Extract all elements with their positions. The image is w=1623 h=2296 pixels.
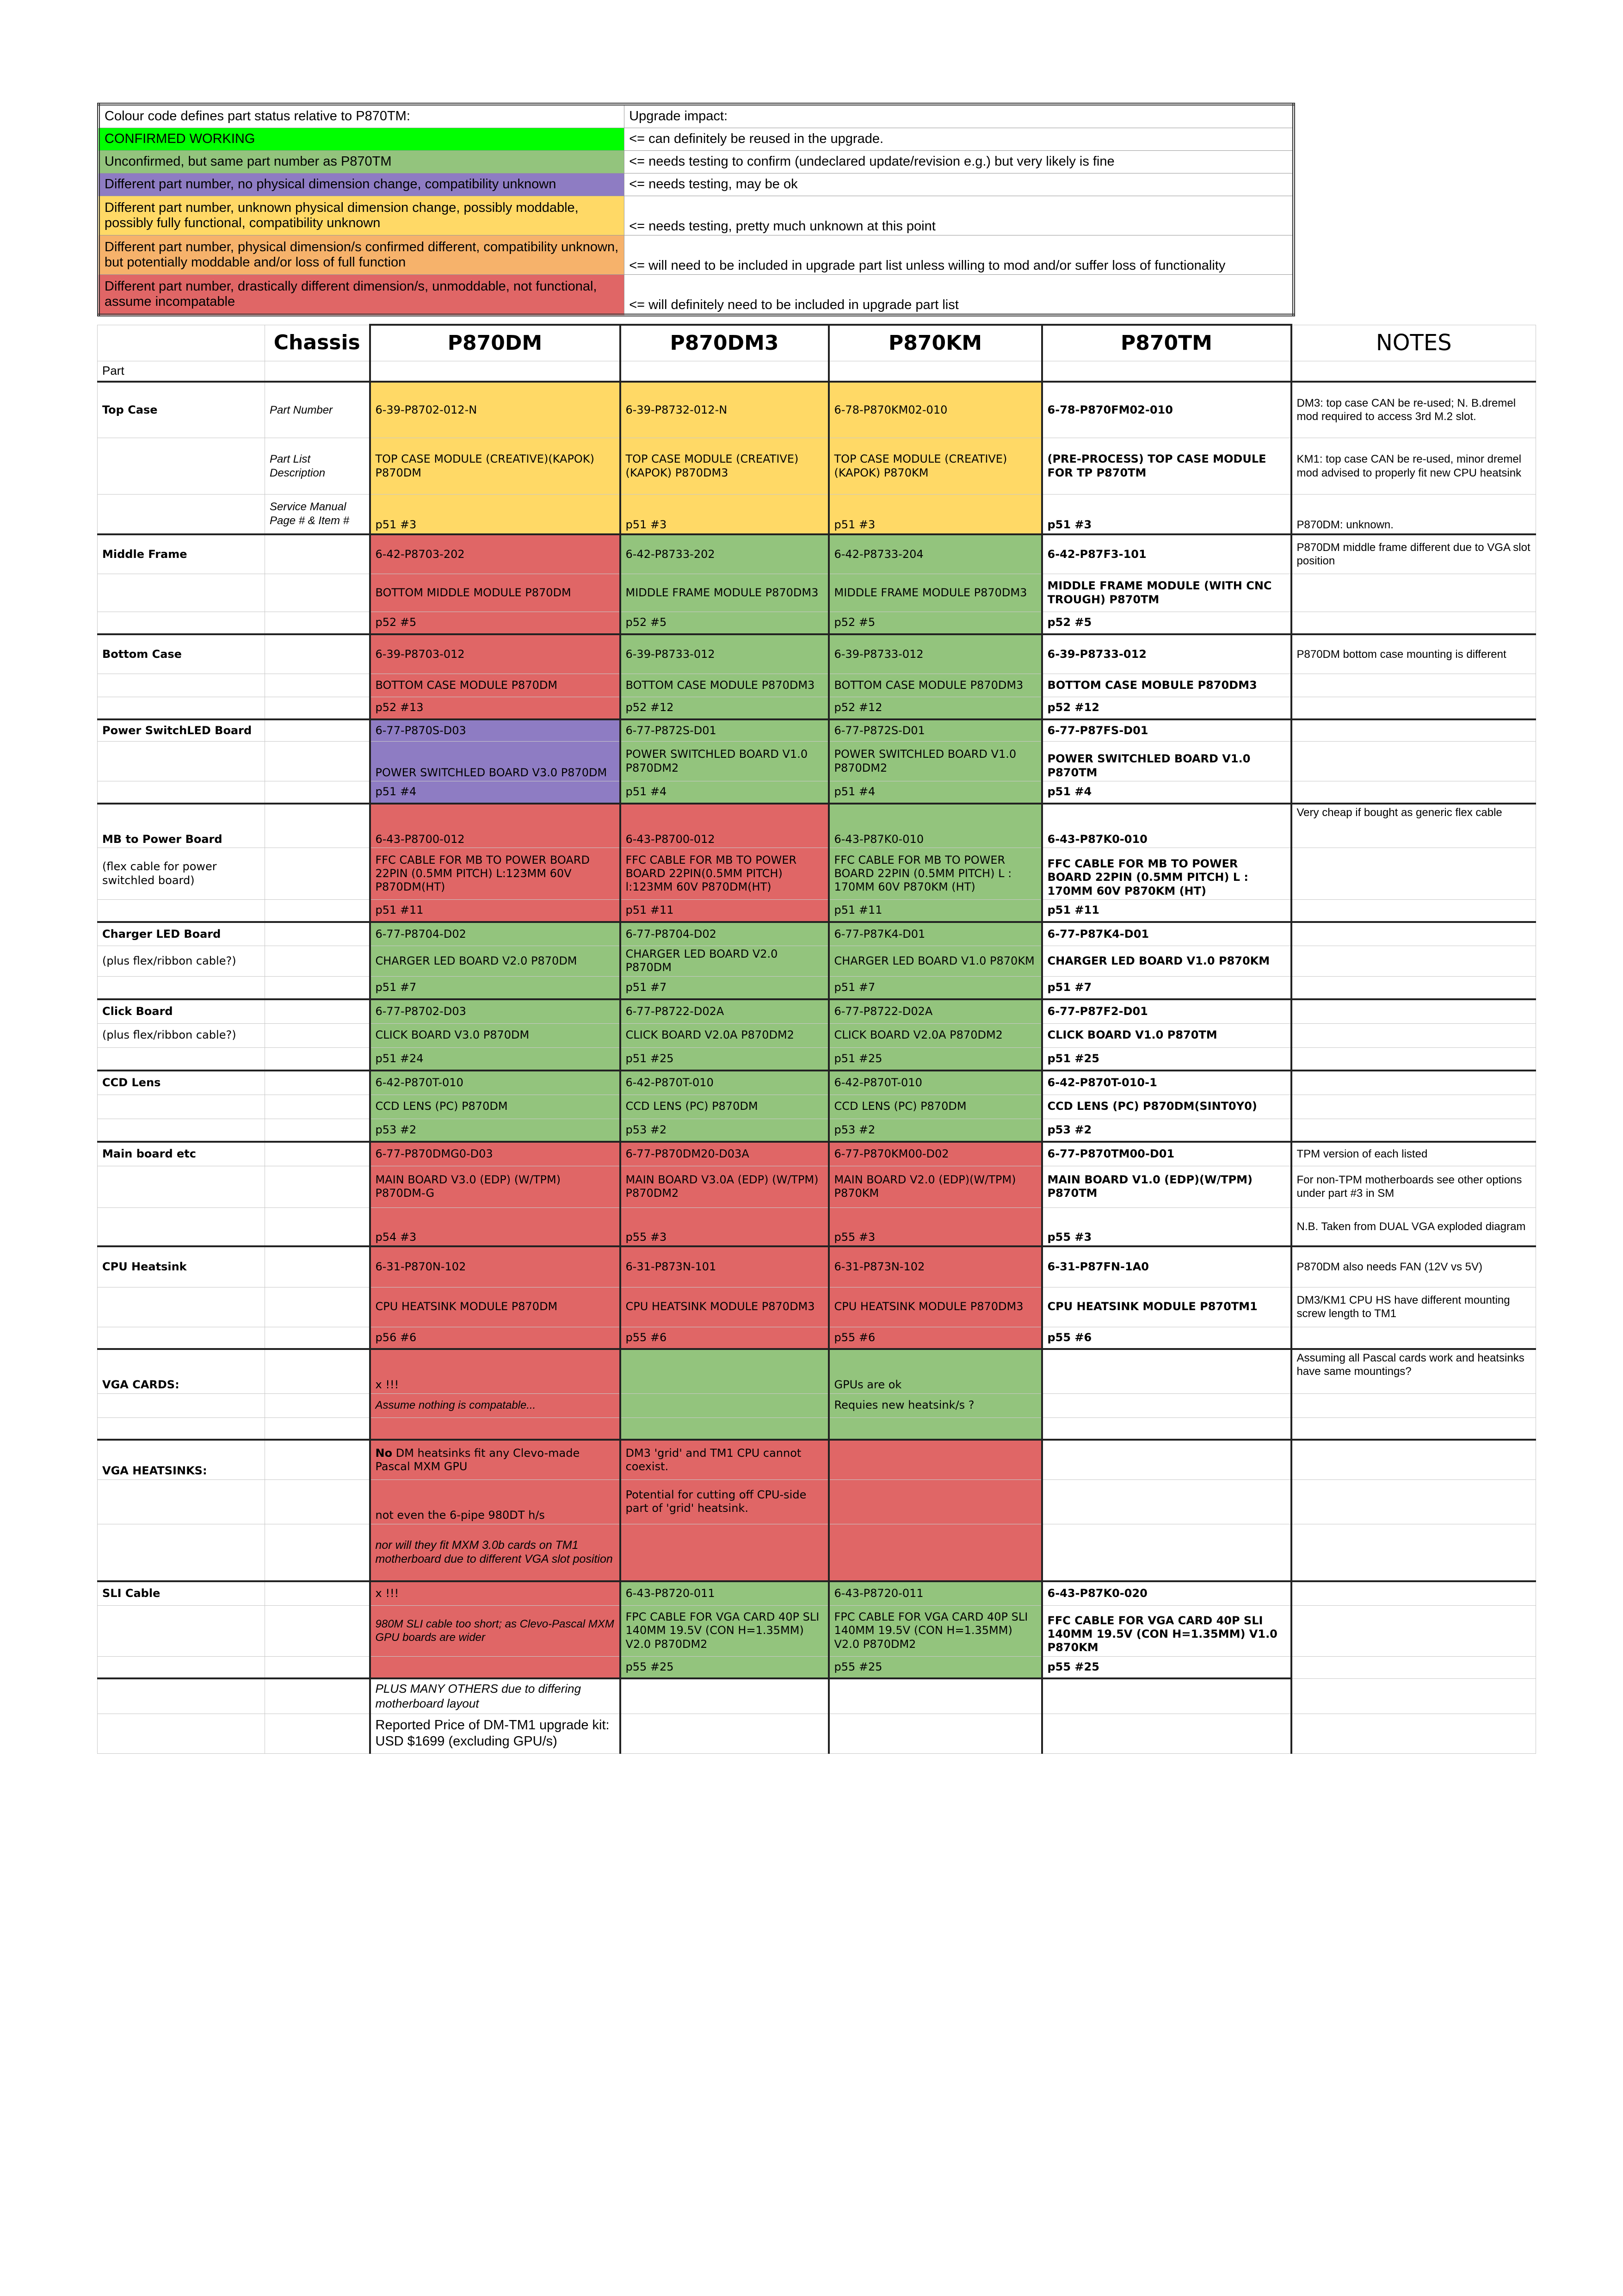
header-p870km: P870KM (829, 325, 1042, 361)
dm-page: p51 #24 (370, 1047, 620, 1071)
km-part-number: 6-77-P87K4-D01 (829, 922, 1042, 946)
part-subtitle: (plus flex/ribbon cable?) (98, 1023, 265, 1047)
dm-description: BOTTOM CASE MODULE P870DM (370, 674, 620, 697)
legend-status: Different part number, drastically different dimension/s, unmoddable, not functional, assume incompatable (99, 275, 624, 316)
tm-description: POWER SWITCHLED BOARD V1.0 P870TM (1042, 742, 1291, 781)
row-charger-led (98, 922, 1536, 946)
dm3-page: p51 #7 (620, 976, 829, 999)
row-sli-cable (98, 1581, 1536, 1605)
legend-table (97, 103, 1295, 316)
footer-others: PLUS MANY OTHERS due to differing motherboard layout (370, 1678, 620, 1714)
km-page: p52 #5 (829, 612, 1042, 634)
dm-description: CCD LENS (PC) P870DM (370, 1095, 620, 1119)
label-part-list-description: Part List Description (265, 438, 370, 495)
dm3-part-number: 6-43-P8700-012 (620, 804, 829, 848)
km-part-number: 6-43-P8720-011 (829, 1581, 1042, 1605)
tm-part-number: 6-77-P87K4-D01 (1042, 922, 1291, 946)
dm-part-number: 6-39-P8703-012 (370, 634, 620, 674)
dm3-part-number: 6-77-P870DM20-D03A (620, 1142, 829, 1166)
dm3-part-number: 6-77-P872S-D01 (620, 719, 829, 742)
km-part-number: 6-77-P870KM00-D02 (829, 1142, 1042, 1166)
dm-part-number: 6-43-P8700-012 (370, 804, 620, 848)
km-page: p55 #6 (829, 1327, 1042, 1349)
note: N.B. Taken from DUAL VGA exploded diagram (1291, 1207, 1536, 1246)
dm3-description: MAIN BOARD V3.0A (EDP) (W/TPM) P870DM2 (620, 1166, 829, 1207)
tm-description: BOTTOM CASE MOBULE P870DM3 (1042, 674, 1291, 697)
dm3-description: BOTTOM CASE MODULE P870DM3 (620, 674, 829, 697)
dm-part-number: 6-31-P870N-102 (370, 1246, 620, 1287)
km-description: POWER SWITCHLED BOARD V1.0 P870DM2 (829, 742, 1042, 781)
part-name: VGA HEATSINKS: (98, 1440, 265, 1479)
header-p870dm: P870DM (370, 325, 620, 361)
part-subtitle: (flex cable for power switchled board) (98, 848, 265, 900)
dm3-description: CLICK BOARD V2.0A P870DM2 (620, 1023, 829, 1047)
tm-page: p55 #25 (1042, 1656, 1291, 1678)
legend-impact: <= can definitely be reused in the upgrade. (624, 128, 1294, 151)
tm-page: p51 #11 (1042, 900, 1291, 922)
part-name: Top Case (98, 382, 265, 438)
tm-part-number: 6-43-P87K0-020 (1042, 1581, 1291, 1605)
dm3-description: CCD LENS (PC) P870DM (620, 1095, 829, 1119)
parts-table (97, 324, 1536, 1754)
note: P870DM middle frame different due to VGA slot position (1291, 534, 1536, 574)
km-page: p51 #3 (829, 495, 1042, 534)
part-subtitle: (plus flex/ribbon cable?) (98, 946, 265, 977)
dm3-page: p55 #25 (620, 1656, 829, 1678)
tm-page: p52 #12 (1042, 697, 1291, 719)
dm3-part-number: 6-77-P8722-D02A (620, 999, 829, 1023)
km-description: TOP CASE MODULE (CREATIVE)(KAPOK) P870KM (829, 438, 1042, 495)
dm3-part-number: 6-42-P8733-202 (620, 534, 829, 574)
part-name: Power SwitchLED Board (98, 719, 265, 742)
dm3-part-number: 6-77-P8704-D02 (620, 922, 829, 946)
note: TPM version of each listed (1291, 1142, 1536, 1166)
legend-impact: <= will definitely need to be included in upgrade part list (624, 275, 1294, 316)
note: KM1: top case CAN be re-used, minor dremel mod advised to properly fit new CPU heatsink (1291, 438, 1536, 495)
part-name: SLI Cable (98, 1581, 265, 1605)
dm-description: FFC CABLE FOR MB TO POWER BOARD 22PIN (0.5MM PITCH) L:123MM 60V P870DM(HT) (370, 848, 620, 900)
km-status: GPUs are ok (829, 1349, 1042, 1393)
km-page: p53 #2 (829, 1119, 1042, 1142)
tm-description: CCD LENS (PC) P870DM(SINT0Y0) (1042, 1095, 1291, 1119)
dm3-note: DM3 'grid' and TM1 CPU cannot coexist. (620, 1440, 829, 1479)
header-part: Part (98, 361, 265, 382)
row-top-case (98, 382, 1536, 438)
km-description: FPC CABLE FOR VGA CARD 40P SLI 140MM 19.5V (CON H=1.35MM) V2.0 P870DM2 (829, 1605, 1042, 1656)
header-row (98, 325, 1536, 361)
part-name: MB to Power Board (98, 804, 265, 848)
note: For non-TPM motherboards see other options under part #3 in SM (1291, 1166, 1536, 1207)
row-bottom-case (98, 634, 1536, 674)
dm-status: x !!! (370, 1349, 620, 1393)
dm-part-number: 6-77-P8704-D02 (370, 922, 620, 946)
row-vga-heatsinks (98, 1440, 1536, 1479)
header-chassis: Chassis (265, 325, 370, 361)
dm-note: Assume nothing is compatable... (370, 1393, 620, 1417)
tm-page: p51 #4 (1042, 781, 1291, 804)
tm-description: FFC CABLE FOR MB TO POWER BOARD 22PIN (0.5MM PITCH) L : 170MM 60V P870KM (HT) (1042, 848, 1291, 900)
part-name: Click Board (98, 999, 265, 1023)
part-name: Bottom Case (98, 634, 265, 674)
dm-description: CLICK BOARD V3.0 P870DM (370, 1023, 620, 1047)
dm-part-number: 6-39-P8702-012-N (370, 382, 620, 438)
row-mb-power (98, 804, 1536, 848)
km-part-number: 6-39-P8733-012 (829, 634, 1042, 674)
note: Assuming all Pascal cards work and heatsinks have same mountings? (1291, 1349, 1536, 1393)
dm3-part-number: 6-39-P8733-012 (620, 634, 829, 674)
dm3-description: FPC CABLE FOR VGA CARD 40P SLI 140MM 19.5V (CON H=1.35MM) V2.0 P870DM2 (620, 1605, 829, 1656)
dm3-description: FFC CABLE FOR MB TO POWER BOARD 22PIN(0.5MM PITCH) l:123MM 60V P870DM(HT) (620, 848, 829, 900)
dm3-page: p51 #25 (620, 1047, 829, 1071)
km-page: p51 #25 (829, 1047, 1042, 1071)
label-part-number: Part Number (265, 382, 370, 438)
km-description: CHARGER LED BOARD V1.0 P870KM (829, 946, 1042, 977)
dm3-page: p55 #3 (620, 1207, 829, 1246)
dm3-description: CPU HEATSINK MODULE P870DM3 (620, 1287, 829, 1327)
dm-page: p53 #2 (370, 1119, 620, 1142)
dm-page: p54 #3 (370, 1207, 620, 1246)
dm-description: CPU HEATSINK MODULE P870DM (370, 1287, 620, 1327)
dm3-page: p51 #11 (620, 900, 829, 922)
dm-description: TOP CASE MODULE (CREATIVE)(KAPOK) P870DM (370, 438, 620, 495)
tm-description: CLICK BOARD V1.0 P870TM (1042, 1023, 1291, 1047)
dm-page: p56 #6 (370, 1327, 620, 1349)
dm-description: BOTTOM MIDDLE MODULE P870DM (370, 574, 620, 612)
part-name: CCD Lens (98, 1071, 265, 1095)
km-description: MIDDLE FRAME MODULE P870DM3 (829, 574, 1042, 612)
dm3-page: p53 #2 (620, 1119, 829, 1142)
header-p870dm3: P870DM3 (620, 325, 829, 361)
tm-part-number: 6-77-P87F2-D01 (1042, 999, 1291, 1023)
note: P870DM also needs FAN (12V vs 5V) (1291, 1246, 1536, 1287)
row-cpu-heatsink (98, 1246, 1536, 1287)
legend-status: Different part number, unknown physical dimension change, possibly moddable, possibly fully functional, compatibility unknown (99, 196, 624, 235)
legend-impact: <= needs testing, pretty much unknown at this point (624, 196, 1294, 235)
dm-description: MAIN BOARD V3.0 (EDP) (W/TPM) P870DM-G (370, 1166, 620, 1207)
dm3-part-number: 6-42-P870T-010 (620, 1071, 829, 1095)
dm-description: POWER SWITCHLED BOARD V3.0 P870DM (370, 742, 620, 781)
tm-page: p52 #5 (1042, 612, 1291, 634)
legend-header-left: Colour code defines part status relative to P870TM: (99, 104, 624, 128)
row-middle-frame (98, 534, 1536, 574)
tm-page: p51 #3 (1042, 495, 1291, 534)
dm3-page: p55 #6 (620, 1327, 829, 1349)
header-p870tm: P870TM (1042, 325, 1291, 361)
tm-part-number: 6-78-P870FM02-010 (1042, 382, 1291, 438)
part-name: Main board etc (98, 1142, 265, 1166)
tm-page: p55 #6 (1042, 1327, 1291, 1349)
dm3-part-number: 6-43-P8720-011 (620, 1581, 829, 1605)
row-vga-cards (98, 1349, 1536, 1393)
legend-impact: <= needs testing to confirm (undeclared update/revision e.g.) but very likely is fine (624, 151, 1294, 173)
tm-page: p55 #3 (1042, 1207, 1291, 1246)
dm-part-number: 6-77-P8702-D03 (370, 999, 620, 1023)
km-page: p52 #12 (829, 697, 1042, 719)
header-notes: NOTES (1291, 325, 1536, 361)
km-page: p51 #7 (829, 976, 1042, 999)
dm-page: p52 #13 (370, 697, 620, 719)
legend-impact: <= will need to be included in upgrade part list unless willing to mod and/or suffer loss of functionality (624, 235, 1294, 275)
tm-page: p51 #7 (1042, 976, 1291, 999)
row-click-board (98, 999, 1536, 1023)
km-note: Requies new heatsink/s ? (829, 1393, 1042, 1417)
km-page: p51 #11 (829, 900, 1042, 922)
dm-page: p51 #4 (370, 781, 620, 804)
dm-note: not even the 6-pipe 980DT h/s (370, 1479, 620, 1524)
km-page: p55 #25 (829, 1656, 1042, 1678)
tm-part-number: 6-77-P87FS-D01 (1042, 719, 1291, 742)
row-power-switch (98, 719, 1536, 742)
part-name: Charger LED Board (98, 922, 265, 946)
dm-page: p52 #5 (370, 612, 620, 634)
km-description: CLICK BOARD V2.0A P870DM2 (829, 1023, 1042, 1047)
km-part-number: 6-42-P8733-204 (829, 534, 1042, 574)
tm-page: p51 #25 (1042, 1047, 1291, 1071)
dm3-description: CHARGER LED BOARD V2.0 P870DM (620, 946, 829, 977)
dm-part-number: 6-77-P870DMG0-D03 (370, 1142, 620, 1166)
km-part-number: 6-78-P870KM02-010 (829, 382, 1042, 438)
note: DM3: top case CAN be re-used; N. B.dremel mod required to access 3rd M.2 slot. (1291, 382, 1536, 438)
km-part-number: 6-77-P872S-D01 (829, 719, 1042, 742)
legend-status: Different part number, physical dimension/s confirmed different, compatibility unknown, but potentially moddable and/or loss of full function (99, 235, 624, 275)
km-description: MAIN BOARD V2.0 (EDP)(W/TPM) P870KM (829, 1166, 1042, 1207)
legend-impact: <= needs testing, may be ok (624, 173, 1294, 196)
tm-description: CPU HEATSINK MODULE P870TM1 (1042, 1287, 1291, 1327)
dm3-part-number: 6-31-P873N-101 (620, 1246, 829, 1287)
km-part-number: 6-42-P870T-010 (829, 1071, 1042, 1095)
dm-note: No DM heatsinks fit any Clevo-made Pascal MXM GPU (370, 1440, 620, 1479)
legend-status: CONFIRMED WORKING (99, 128, 624, 151)
dm3-page: p51 #3 (620, 495, 829, 534)
tm-description: MAIN BOARD V1.0 (EDP)(W/TPM) P870TM (1042, 1166, 1291, 1207)
tm-page: p53 #2 (1042, 1119, 1291, 1142)
dm3-description: MIDDLE FRAME MODULE P870DM3 (620, 574, 829, 612)
legend-status: Different part number, no physical dimension change, compatibility unknown (99, 173, 624, 196)
dm-page: p51 #3 (370, 495, 620, 534)
dm-page: p51 #11 (370, 900, 620, 922)
km-page: p55 #3 (829, 1207, 1042, 1246)
note: P870DM: unknown. (1291, 495, 1536, 534)
dm-part-number: 6-77-P870S-D03 (370, 719, 620, 742)
dm3-description: POWER SWITCHLED BOARD V1.0 P870DM2 (620, 742, 829, 781)
km-part-number: 6-31-P873N-102 (829, 1246, 1042, 1287)
tm-part-number: 6-39-P8733-012 (1042, 634, 1291, 674)
km-description: BOTTOM CASE MODULE P870DM3 (829, 674, 1042, 697)
tm-description: MIDDLE FRAME MODULE (WITH CNC TROUGH) P870TM (1042, 574, 1291, 612)
tm-part-number: 6-31-P87FN-1A0 (1042, 1246, 1291, 1287)
footer-price: Reported Price of DM-TM1 upgrade kit: USD $1699 (excluding GPU/s) (370, 1714, 620, 1753)
tm-part-number: 6-43-P87K0-010 (1042, 804, 1291, 848)
dm3-page: p52 #5 (620, 612, 829, 634)
km-description: CCD LENS (PC) P870DM (829, 1095, 1042, 1119)
legend-header-right: Upgrade impact: (624, 104, 1294, 128)
dm-description: CHARGER LED BOARD V2.0 P870DM (370, 946, 620, 977)
km-page: p51 #4 (829, 781, 1042, 804)
dm-page: p51 #7 (370, 976, 620, 999)
dm-part-number: 6-42-P8703-202 (370, 534, 620, 574)
part-name: CPU Heatsink (98, 1246, 265, 1287)
label-service-manual: Service Manual Page # & Item # (265, 495, 370, 534)
tm-part-number: 6-77-P870TM00-D01 (1042, 1142, 1291, 1166)
dm3-part-number: 6-39-P8732-012-N (620, 382, 829, 438)
tm-description: FFC CABLE FOR VGA CARD 40P SLI 140MM 19.5V (CON H=1.35MM) V1.0 P870KM (1042, 1605, 1291, 1656)
tm-part-number: 6-42-P870T-010-1 (1042, 1071, 1291, 1095)
note: Very cheap if bought as generic flex cable (1291, 804, 1536, 848)
part-name: VGA CARDS: (98, 1349, 265, 1393)
dm3-page: p52 #12 (620, 697, 829, 719)
dm-part-number: 6-42-P870T-010 (370, 1071, 620, 1095)
tm-description: CHARGER LED BOARD V1.0 P870KM (1042, 946, 1291, 977)
part-name: Middle Frame (98, 534, 265, 574)
km-part-number: 6-77-P8722-D02A (829, 999, 1042, 1023)
dm3-description: TOP CASE MODULE (CREATIVE)(KAPOK) P870DM3 (620, 438, 829, 495)
tm-part-number: 6-42-P87F3-101 (1042, 534, 1291, 574)
km-description: CPU HEATSINK MODULE P870DM3 (829, 1287, 1042, 1327)
dm3-page: p51 #4 (620, 781, 829, 804)
dm-note: nor will they fit MXM 3.0b cards on TM1 motherboard due to different VGA slot position (370, 1524, 620, 1581)
note: DM3/KM1 CPU HS have different mounting screw length to TM1 (1291, 1287, 1536, 1327)
row-main-board (98, 1142, 1536, 1166)
note: P870DM bottom case mounting is different (1291, 634, 1536, 674)
km-part-number: 6-43-P87K0-010 (829, 804, 1042, 848)
dm3-note: Potential for cutting off CPU-side part of 'grid' heatsink. (620, 1479, 829, 1524)
dm-status: x !!! (370, 1581, 620, 1605)
km-description: FFC CABLE FOR MB TO POWER BOARD 22PIN (0.5MM PITCH) L : 170MM 60V P870KM (HT) (829, 848, 1042, 900)
tm-description: (PRE-PROCESS) TOP CASE MODULE FOR TP P870TM (1042, 438, 1291, 495)
legend-status: Unconfirmed, but same part number as P870TM (99, 151, 624, 173)
row-ccd-lens (98, 1071, 1536, 1095)
dm-note: 980M SLI cable too short; as Clevo-Pascal MXM GPU boards are wider (370, 1605, 620, 1656)
